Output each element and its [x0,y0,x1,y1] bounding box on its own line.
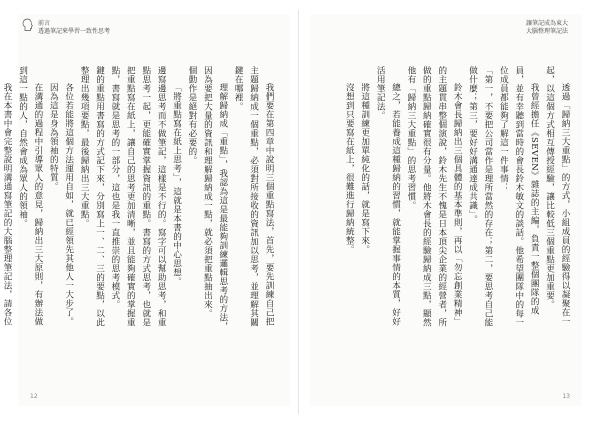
chapter-title: 透過筆記來學習一致性思考 [38,28,111,35]
paragraph: 鍵的重點用書寫的方式記下來，分別寫上一、二、三的要點，以此整理出幾項要點，最後歸納出三大重點。 [79,66,105,327]
paragraph: 鈴木會長歸納出三個具體的基本準則，再以「勿忘創業精神」的主題貫串整個演說，鈴木先生不愧是日本頂尖企業的經營者，所做的重點歸納確實很有分量。他將木會長的經驗歸納成三點，顯然他有「歸納三大重點」的思考習慣。 [405,66,463,327]
paragraph: 理解歸納成「重點」，我認為這是最能夠訓練邏輯思考的方法，因為要把大量的資訊和理解歸納成一點，就必須把重點抽出來。 [202,66,228,331]
paragraph: 各位若能將這個方法運用自如，就已經領先其他人一大步了。 [63,83,74,327]
paragraph: 我曾經擔任《SEVEN》雜誌的主編，負責一整個團隊的成員，並有幸聽到當時的會長鈴木敏文的談話。他希望團隊中的每一位成員都能夠了解這一件事情： [498,66,540,327]
paragraph: 我們要在第四章中說明三個重點寫法，首先，要先訓練自己把主題歸納成一個重點，必須對所接收的資訊加以思考，並理解其關鍵在哪裡。 [233,66,274,327]
book-subtitle: 讓筆記成為東大 [525,20,568,27]
paragraph: 因為這是身為領袖的特質。 [48,83,59,192]
paragraph: 邊寫邊思考而不做筆記，這樣是不行的。寫字可以幫助思考，和重點思考一起，更能確實掌握資訊的重點。書寫的方式思考，也就是把重點寫在紙上，讓自己的思考更加清晰，並且能夠確實的掌握重點，書寫就是思考的一部分，這也是我一直推崇的思考模式。 [109,66,167,327]
body-text [318,66,572,332]
paragraph: 在溝通的過程中引導眾人的意見，歸納出三大原則，有辦法做到這一點的人，自然會成為眾人的領袖。 [17,66,43,327]
left-page [2,14,290,406]
paragraph: 「第一，不要把公司當作是理所當然的存在；第二，要思考自己能做什麼；第三，要好好溝通達成共識」。 [467,66,493,327]
book-spine [298,10,299,414]
page-number: 12 [30,393,38,400]
paragraph: 將這種訓練更加單純化的話，就是寫下來。 [359,83,370,255]
running-header [38,20,110,36]
paragraph: 沒想到只要寫在紙上，很難進行歸納統整。 [344,83,355,255]
body-text [2,66,276,332]
paragraph: 我在本書中會完整說明溝通寫筆記的大腦整理筆記法，請各位 [2,83,13,327]
head-silhouette-icon [22,18,33,32]
right-page [310,14,582,406]
paragraph: 透過「歸納三大重點」的方式，小組成員的經驗得以凝聚在一起，以這個方式相互傳授經驗，讓比較低三個重點更加重要。 [544,66,570,327]
paragraph: 總之，若能養成這種歸納的習慣，就能掌握事情的本質，好好活用筆記法。 [375,66,401,327]
chapter-label: 前言 [38,20,51,27]
paragraph: 個動作是絕對有必要的。 [186,66,197,165]
page-number: 13 [562,393,570,400]
paragraph: 「將重點寫在紙上思考」，這就是本書的中心思想。 [171,83,182,286]
running-header [526,20,568,36]
book-title: 大腦整理筆記法 [525,28,568,35]
